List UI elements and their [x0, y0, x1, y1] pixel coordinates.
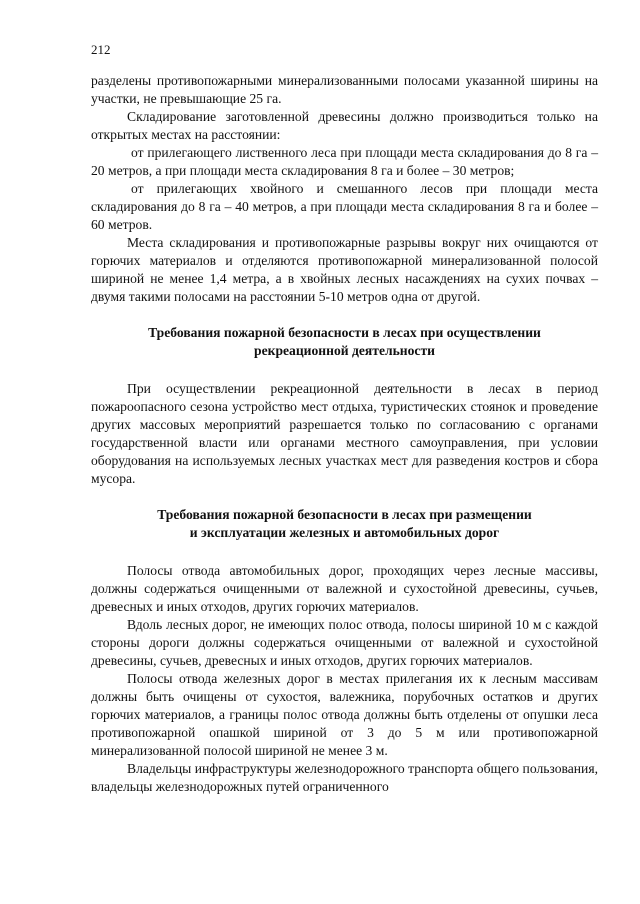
paragraph: разделены противопожарными минерализованными полосами указанной ширины на участки, не превышающие 25 га. [91, 73, 598, 106]
heading-line: рекреационной деятельности [254, 343, 435, 358]
page-body [91, 72, 598, 796]
paragraph: Владельцы инфраструктуры железнодорожного транспорта общего пользования, владельцы железнодорожных путей ограниченного [91, 761, 598, 794]
paragraph: При осуществлении рекреационной деятельности в лесах в период пожароопасного сезона устройство мест отдыха, туристических стоянок и проведение других массовых мероприятий разрешается только по согласованию с органами государственной власти или органами местного самоуправления, при условии оборудования на используемых лесных участках мест для разведения костров и сбора мусора. [91, 381, 598, 486]
paragraph: Полосы отвода железных дорог в местах прилегания их к лесным массивам должны быть очищены от сухостоя, валежника, порубочных остатков и других горючих материалов, а границы полос отвода должны быть отделены от опушки леса противопожарной опашкой шириной от 3 до 5 м или противопожарной минерализованной полосой шириной не менее 3 м. [91, 671, 598, 758]
heading-line: Требования пожарной безопасности в лесах при размещении [157, 507, 532, 522]
heading-line: и эксплуатации железных и автомобильных дорог [189, 525, 500, 540]
page-number: 212 [91, 42, 111, 57]
paragraph: Полосы отвода автомобильных дорог, проходящих через лесные массивы, должны содержаться очищенными от валежной и сухостойной древесины, сучьев, древесных и иных отходов, других горючих материалов. [91, 563, 598, 614]
paragraph: Места складирования и противопожарные разрывы вокруг них очищаются от горючих материалов и отделяются противопожарной минерализованной полосой шириной не менее 1,4 метра, а в хвойных лесных насаждениях на сухих почвах – двумя такими полосами на расстоянии 5-10 метров одна от другой. [91, 235, 598, 304]
section-heading [91, 506, 598, 542]
heading-line: Требования пожарной безопасности в лесах при осуществлении [148, 325, 541, 340]
section-heading [91, 324, 598, 360]
paragraph: от прилегающих хвойного и смешанного лесов при площади места складирования до 8 га – 40 метров, а при площади места складирования 8 га и более – 60 метров. [91, 181, 598, 232]
paragraph: от прилегающего лиственного леса при площади места складирования до 8 га – 20 метров, а при площади места складирования 8 га и более – 30 метров; [91, 145, 598, 178]
paragraph: Вдоль лесных дорог, не имеющих полос отвода, полосы шириной 10 м с каждой стороны дороги должны содержаться очищенными от валежной и сухостойной древесины, сучьев, древесных и иных отходов, других горючих материалов. [91, 617, 598, 668]
paragraph: Складирование заготовленной древесины должно производиться только на открытых местах на расстоянии: [91, 109, 598, 142]
